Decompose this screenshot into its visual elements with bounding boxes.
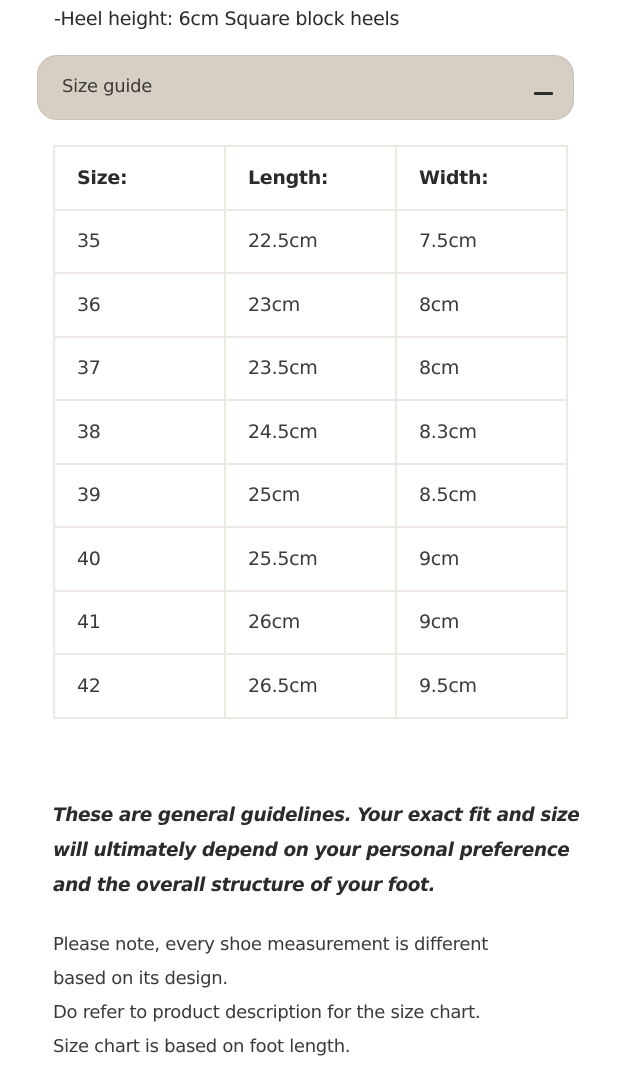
cell-width: 9.5cm — [396, 654, 567, 718]
heel-height-text: -Heel height: 6cm Square block heels — [54, 8, 400, 30]
disclaimer-line: These are general guidelines. Your exact fit and size — [53, 805, 580, 826]
table-row — [54, 464, 567, 528]
cell-length: 24.5cm — [225, 400, 396, 464]
minus-icon[interactable] — [534, 92, 553, 95]
cell-length: 22.5cm — [225, 210, 396, 274]
cell-size: 37 — [54, 337, 225, 401]
table-row — [54, 527, 567, 591]
cell-width: 8cm — [396, 273, 567, 337]
cell-length: 23.5cm — [225, 337, 396, 401]
table-row — [54, 654, 567, 718]
cell-width: 9cm — [396, 527, 567, 591]
size-guide-label: Size guide — [62, 76, 153, 97]
disclaimer-line: and the overall structure of your foot. — [53, 875, 436, 896]
size-guide-accordion[interactable] — [37, 55, 574, 120]
cell-length: 25.5cm — [225, 527, 396, 591]
cell-size: 39 — [54, 464, 225, 528]
table-row — [54, 210, 567, 274]
cell-width: 7.5cm — [396, 210, 567, 274]
header-length: Length: — [225, 146, 396, 210]
cell-length: 25cm — [225, 464, 396, 528]
note-line: Please note, every shoe measurement is different — [53, 934, 489, 955]
cell-width: 9cm — [396, 591, 567, 655]
fit-disclaimer — [53, 798, 583, 903]
cell-size: 36 — [54, 273, 225, 337]
cell-length: 26cm — [225, 591, 396, 655]
disclaimer-line: will ultimately depend on your personal preference — [53, 840, 570, 861]
cell-width: 8cm — [396, 337, 567, 401]
cell-length: 23cm — [225, 273, 396, 337]
cell-size: 42 — [54, 654, 225, 718]
measurement-notes — [53, 928, 613, 1064]
note-line: Do refer to product description for the size chart. — [53, 1002, 481, 1023]
table-header-row — [54, 146, 567, 210]
cell-size: 38 — [54, 400, 225, 464]
cell-size: 41 — [54, 591, 225, 655]
cell-length: 26.5cm — [225, 654, 396, 718]
header-size: Size: — [54, 146, 225, 210]
note-line: based on its design. — [53, 968, 228, 989]
cell-size: 40 — [54, 527, 225, 591]
table-row — [54, 273, 567, 337]
cell-size: 35 — [54, 210, 225, 274]
cell-width: 8.3cm — [396, 400, 567, 464]
table-row — [54, 337, 567, 401]
note-line: Size chart is based on foot length. — [53, 1036, 351, 1057]
header-width: Width: — [396, 146, 567, 210]
table-row — [54, 591, 567, 655]
cell-width: 8.5cm — [396, 464, 567, 528]
table-row — [54, 400, 567, 464]
size-table — [53, 145, 568, 719]
